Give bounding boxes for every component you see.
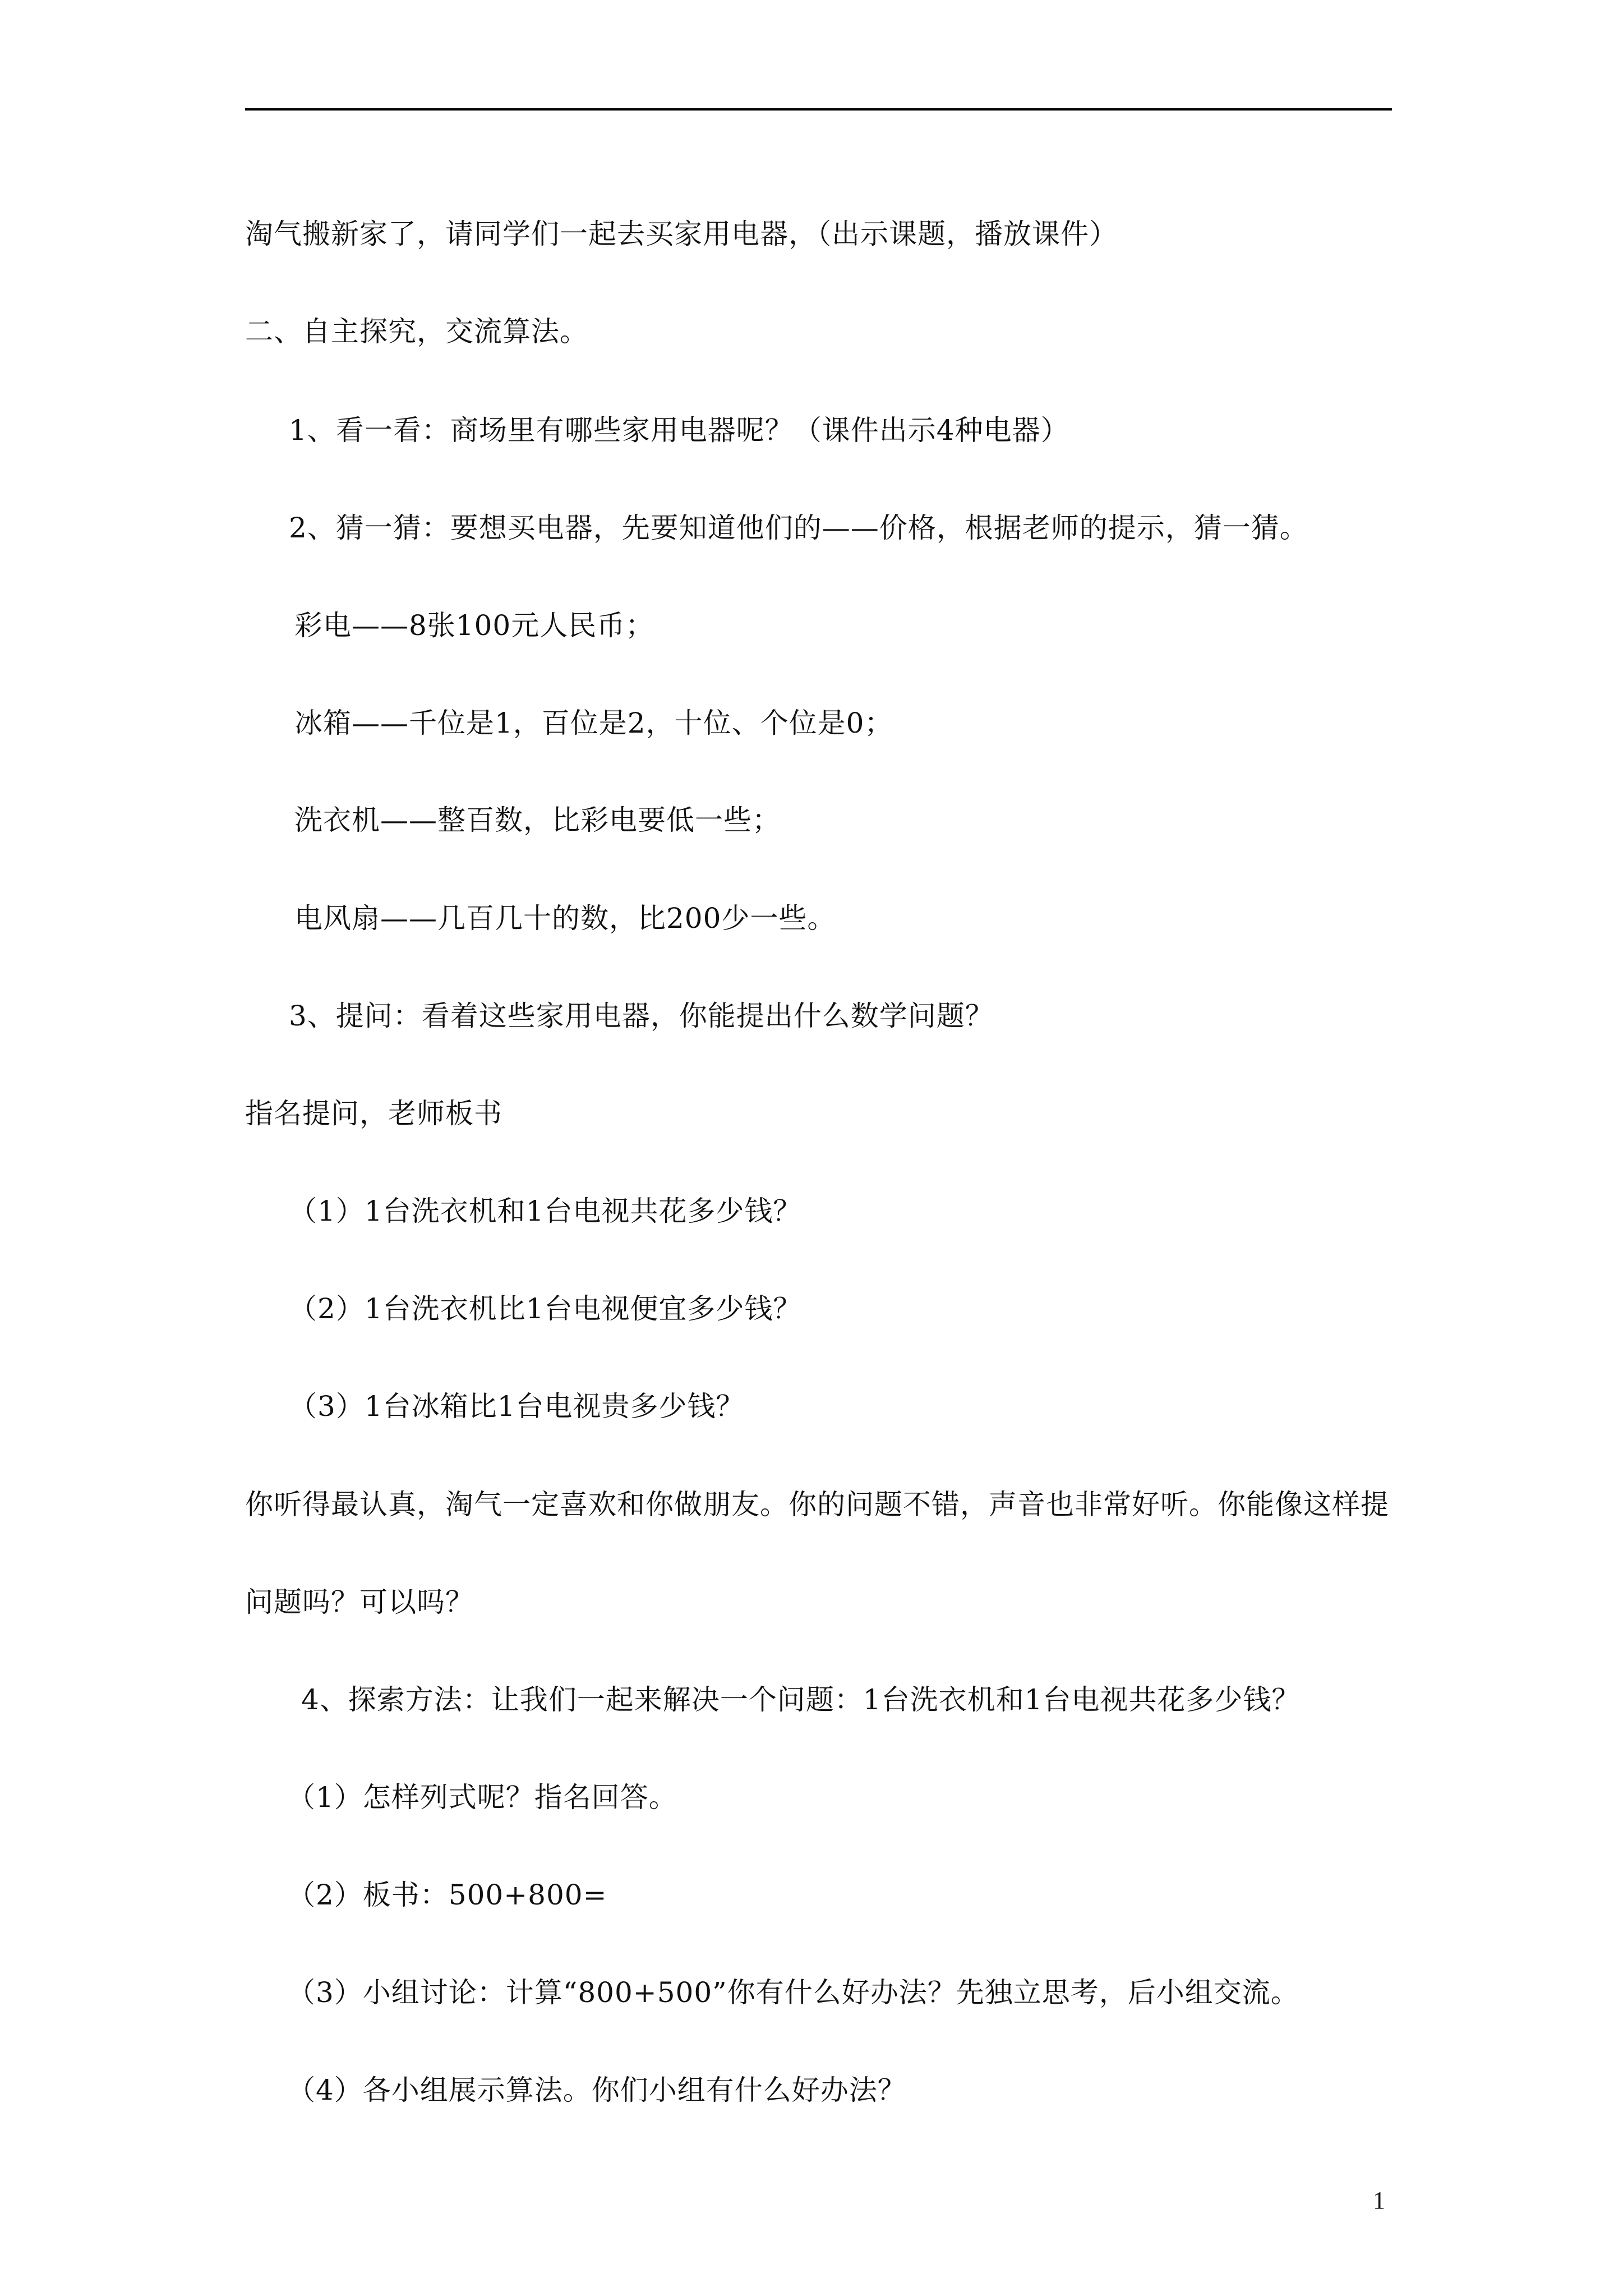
substep-1: （1）怎样列式呢？指名回答。 bbox=[287, 1781, 677, 1814]
header-rule bbox=[245, 108, 1392, 111]
teacher-note: 指名提问，老师板书 bbox=[245, 1097, 502, 1130]
question-3: （3）1台冰箱比1台电视贵多少钱？ bbox=[289, 1390, 745, 1423]
step-3: 3、提问：看着这些家用电器，你能提出什么数学问题？ bbox=[289, 1000, 994, 1032]
section-heading: 二、自主探究，交流算法。 bbox=[245, 315, 588, 348]
page-number: 1 bbox=[1373, 2187, 1385, 2214]
hint-fan: 电风扇——几百几十的数，比200少一些。 bbox=[294, 902, 836, 935]
substep-4: （4）各小组展示算法。你们小组有什么好办法？ bbox=[287, 2074, 906, 2106]
praise-paragraph: 你听得最认真，淘气一定喜欢和你做朋友。你的问题不错，声音也非常好听。你能像这样提 bbox=[245, 1488, 1389, 1521]
intro-paragraph: 淘气搬新家了，请同学们一起去买家用电器，（出示课题，播放课件） bbox=[245, 218, 1118, 250]
step-1: 1、看一看：商场里有哪些家用电器呢？（课件出示4种电器） bbox=[289, 414, 1069, 447]
substep-3: （3）小组讨论：计算“800+500”你有什么好办法？先独立思考，后小组交流。 bbox=[287, 1976, 1299, 2009]
hint-tv: 彩电——8张100元人民币； bbox=[294, 609, 654, 642]
step-2: 2、猜一猜：要想买电器，先要知道他们的——价格，根据老师的提示，猜一猜。 bbox=[289, 512, 1308, 544]
hint-fridge: 冰箱——千位是1，百位是2，十位、个位是0； bbox=[294, 707, 893, 739]
question-1: （1）1台洗衣机和1台电视共花多少钱？ bbox=[289, 1195, 802, 1227]
praise-paragraph-continued: 问题吗？可以吗？ bbox=[245, 1586, 474, 1618]
substep-2: （2）板书：500+800= bbox=[287, 1879, 607, 1911]
question-2: （2）1台洗衣机比1台电视便宜多少钱？ bbox=[289, 1292, 802, 1325]
step-4: 4、探索方法：让我们一起来解决一个问题：1台洗衣机和1台电视共花多少钱？ bbox=[301, 1683, 1301, 1716]
hint-washer: 洗衣机——整百数，比彩电要低一些； bbox=[294, 804, 781, 836]
